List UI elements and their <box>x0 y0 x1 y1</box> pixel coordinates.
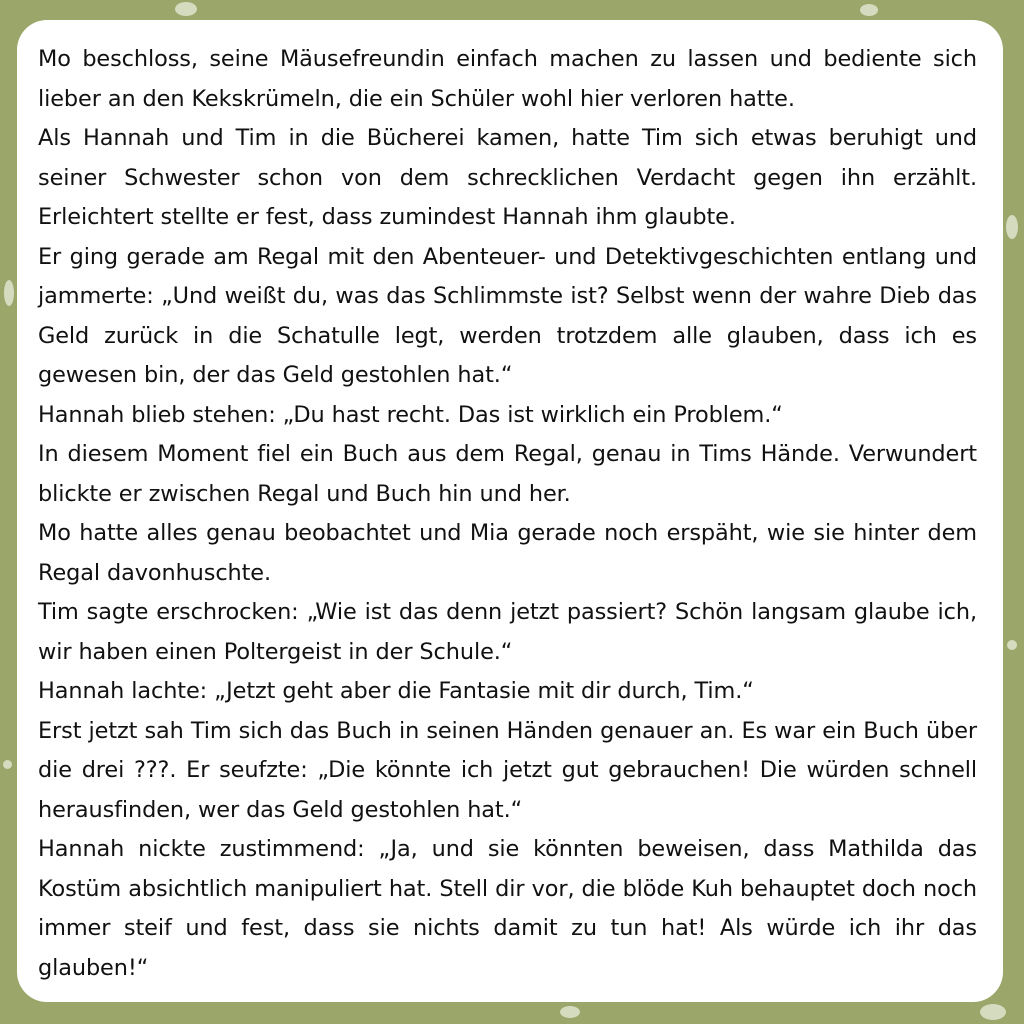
background-speck <box>980 1004 1006 1020</box>
background-speck <box>3 760 12 769</box>
paragraph: Hannah lachte: „Jetzt geht aber die Fantasie mit dir durch, Tim.“ <box>38 678 754 704</box>
background-speck <box>1006 215 1018 239</box>
text-card <box>17 20 1003 1002</box>
paragraph: Tim sagte erschrocken: „Wie ist das denn jetzt passiert? Schön langsam glaube ich, wir haben einen Poltergeist in der Schule.“ <box>38 599 977 665</box>
background-speck <box>175 2 197 16</box>
paragraph: In diesem Moment fiel ein Buch aus dem Regal, genau in Tims Hände. Verwundert blickte er zwischen Regal und Buch hin und her. <box>38 441 977 507</box>
background-speck <box>1007 640 1017 650</box>
paragraph: Hannah nickte zustimmend: „Ja, und sie könnten beweisen, dass Mathilda das Kostüm absichtlich manipuliert hat. Stell dir vor, die blöde Kuh behauptet doch noch immer steif und fest, dass sie nichts damit zu tun hat! Als würde ich ihr das glauben!“ <box>38 836 977 981</box>
paragraph: Mo hatte alles genau beobachtet und Mia gerade noch erspäht, wie sie hinter dem Regal davonhuschte. <box>38 520 977 586</box>
background-speck <box>560 1006 580 1018</box>
background-speck <box>4 280 14 306</box>
paragraph: Mo beschloss, seine Mäusefreundin einfach machen zu lassen und bediente sich lieber an den Kekskrümeln, die ein Schüler wohl hier verloren hatte. <box>38 46 977 112</box>
paragraph: Als Hannah und Tim in die Bücherei kamen, hatte Tim sich etwas beruhigt und seiner Schwester schon von dem schrecklichen Verdacht gegen ihn erzählt. Erleichtert stellte er fest, dass zumindest Hannah ihm glaubte. <box>38 125 977 230</box>
paragraph: Hannah blieb stehen: „Du hast recht. Das ist wirklich ein Problem.“ <box>38 401 783 428</box>
background-speck <box>860 4 878 16</box>
paragraph: Erst jetzt sah Tim sich das Buch in seinen Händen genauer an. Es war ein Buch über die drei ???. Er seufzte: „Die könnte ich jetzt gut gebrauchen! Die würden schnell herausfinden, wer das Geld gestohlen hat.“ <box>38 717 977 823</box>
paragraph: Er ging gerade am Regal mit den Abenteuer- und Detektivgeschichten entlang und jammerte: „Und weißt du, was das Schlimmste ist? Selbst wenn der wahre Dieb das Geld zurück in die Schatulle legt, werden trotzdem alle glauben, dass ich es gewesen bin, der das Geld gestohlen hat.“ <box>38 243 977 388</box>
